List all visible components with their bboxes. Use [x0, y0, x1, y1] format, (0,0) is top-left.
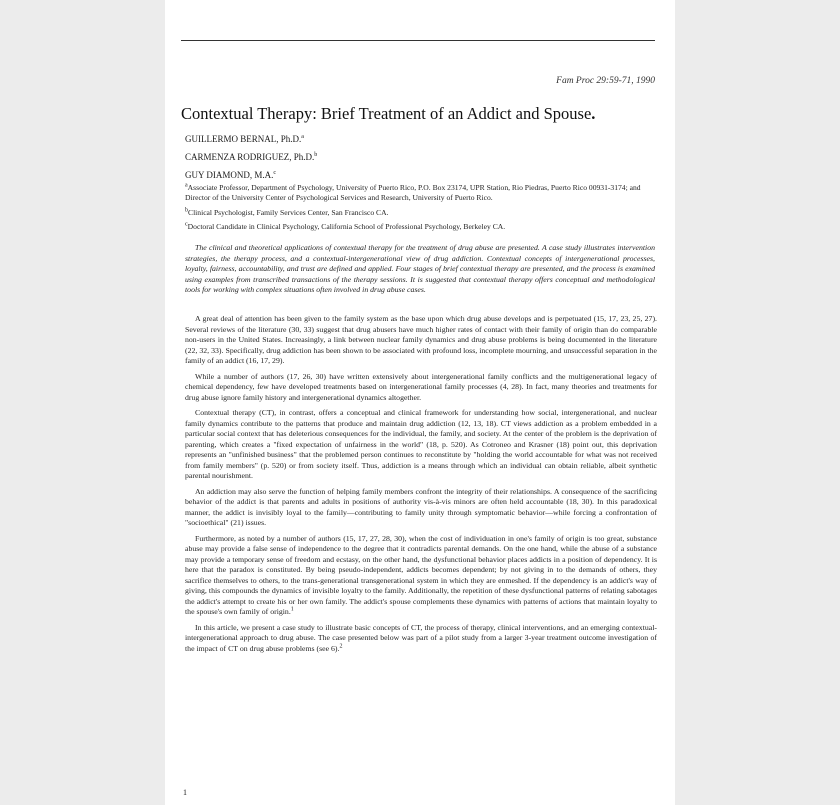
body-paragraph — [185, 314, 657, 367]
affiliation-text: Doctoral Candidate in Clinical Psychology, California School of Professional Psychology, Berkeley CA. — [187, 222, 506, 232]
affiliation-text: Associate Professor, Department of Psychology, University of Puerto Rico, P.O. Box 23174, UPR Station, Rio Piedras, Puerto Rico 00931-3174; and Director of the University Center of Psychological Services and Research, University of Puerto Rico. — [185, 183, 641, 203]
page-number: 1 — [183, 788, 187, 797]
paragraph-text: In this article, we present a case study to illustrate basic concepts of CT, the process of therapy, clinical interventions, and an emerging contextual-intergenerational approach to drug abuse. The case presented below was part of a pilot study from a larger 3-year treatment outcome investigation of the impact of CT on drug abuse problems (see 6). — [185, 622, 657, 653]
body-paragraph — [185, 487, 657, 529]
header-rule — [181, 40, 655, 41]
paragraph-text: An addiction may also serve the function of helping family members confront the integrity of their relationships. A consequence of the sacrificing behavior of the addict is that parents and adults in positions of authority vis-à-vis minors are often held accountable (18, 30). In this paradoxical manner, the addict is invisibly loyal to the family—contributing to family unity through symptomatic behavior—while forcing a confrontation of "socioethical" (21) issues. — [185, 486, 657, 527]
paragraph-text: A great deal of attention has been given to the family system as the base upon which drug abuse develops and is perpetuated (15, 17, 23, 25, 27). Several reviews of the literature (30, 33) suggest that drug abusers have much higher rates of contact with their family of origin than do comparable non-users in the United States. Increasingly, a link between nuclear family dynamics and drug abuse problems is being documented in the literature (22, 32, 33). Specifically, drug addiction has been shown to be associated with profound loss, incomplete mourning, and unsuccessful separation in the family of an addict (16, 17, 29). — [185, 314, 657, 365]
affiliation-mark: c — [185, 221, 188, 228]
author-list — [185, 130, 317, 184]
author-mark: a — [301, 134, 304, 140]
article-title-dot: . — [591, 104, 596, 123]
author-name: GUILLERMO BERNAL, Ph.D. — [185, 134, 302, 144]
body-paragraph — [185, 408, 657, 482]
affiliation-mark: a — [185, 182, 188, 189]
footnote-mark[interactable]: 1 — [290, 606, 294, 613]
affiliation-mark: b — [185, 207, 188, 214]
author — [185, 166, 317, 184]
affiliation-note — [185, 208, 653, 218]
journal-citation: Fam Proc 29:59-71, 1990 — [556, 76, 655, 86]
article-title-text: Contextual Therapy: Brief Treatment of an Addict and Spouse — [181, 104, 592, 123]
footnote-mark[interactable]: 2 — [339, 642, 343, 649]
author — [185, 130, 317, 148]
author-mark: c — [273, 170, 277, 176]
paragraph-text: While a number of authors (17, 26, 30) have written extensively about intergenerational family conflicts and the multigenerational legacy of chemical dependency, few have developed treatments based on intergenerational family processes (4, 28). In fact, many theories and treatments for drug abuse ignore family history and intergenerational dynamics altogether. — [185, 371, 657, 402]
paragraph-text: Furthermore, as noted by a number of authors (15, 17, 27, 28, 30), when the cost of individuation in one's family of origin is too great, substance abuse may provide a false sense of independence to the degree that it contradicts parental demands. On the one hand, while the abuse of a substance may provide a temporary sense of freedom and ecstasy, on the other hand, the dysfunctional behavior places addicts in a position of dependency. It is here that the paradox is constituted. By being pseudo-independent, addicts becomes dependent; by not giving in to the demands of others, they sacrifice themselves to others, to the trans-generational transgenerational system in which they are enmeshed. If the dependency is an addict's way of giving, this compounds the dynamics of invisible loyalty to the family. Additionally, the repetition of these dysfunctional patterns of relating sabotages the addict's attempt to create his or her own family. The addict's spouse complements these dynamics with patterns of actions that maintain loyalty to the spouse's own family of origin. — [185, 533, 657, 616]
document-page — [165, 0, 675, 805]
body-paragraph — [185, 534, 657, 618]
affiliation-note — [185, 183, 653, 204]
article-title — [181, 104, 661, 124]
affiliation-text: Clinical Psychologist, Family Services Center, San Francisco CA. — [188, 207, 389, 217]
affiliation-notes — [185, 183, 653, 237]
body-paragraph — [185, 623, 657, 655]
abstract: The clinical and theoretical applications of contextual therapy for the treatment of drug abuse are presented. A case study illustrates intervention strategies, the therapy process, and a contextual-intergenerational view of drug addiction. Contextual concepts of intergenerational processes, loyalty, fairness, accountability, and trust are defined and applied. Four stages of brief contextual therapy are presented, and the process is examined using examples from transcribed transactions of the therapy sessions. It is suggested that contextual therapy offers conceptual and methodological tools for working with complex situations often involved in drug abuse cases. — [185, 243, 655, 295]
author-name: GUY DIAMOND, M.A. — [185, 170, 274, 180]
paragraph-text: Contextual therapy (CT), in contrast, offers a conceptual and clinical framework for understanding how social, intergenerational, and nuclear family dynamics contribute to the patterns that produce and maintain drug addiction (12, 13, 18). CT views addiction as a problem embedded in a particular social context that has deleterious consequences for the individual, the family, and society. At the center of the problem is the deprivation of parenting, which creates a "fixed expectation of unfairness in the world" (18, p. 520). As Cotroneo and Krasner (18) point out, this deprivation represents an "unfinished business" that the problemed person continues to reconstitute by "holding the world accountable for what was not received from family members" (p. 520) or from society itself. Thus, addiction is a means through which an individual can obtain reliable, albeit synthetic parental nourishment. — [185, 408, 657, 480]
author-name: CARMENZA RODRIGUEZ, Ph.D. — [185, 152, 315, 162]
body-paragraph — [185, 372, 657, 404]
affiliation-note — [185, 222, 653, 232]
article-body — [185, 314, 657, 659]
author-mark: b — [314, 152, 318, 158]
author — [185, 148, 317, 166]
